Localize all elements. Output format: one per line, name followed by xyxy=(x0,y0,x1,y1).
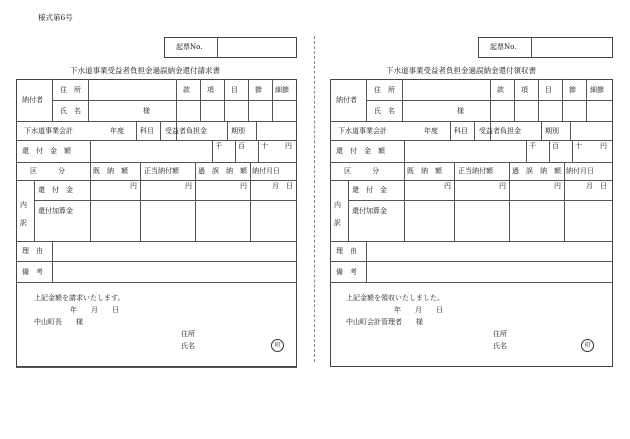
date-line: 年 月 日 xyxy=(394,306,443,314)
remarks-label: 備 考 xyxy=(336,268,357,276)
row-refund-proper-unit: 円 xyxy=(499,182,506,190)
row-refund-label: 還 付 金 xyxy=(38,186,73,194)
cut-line xyxy=(314,36,315,362)
header-category: 区 分 xyxy=(344,167,379,175)
header-proper: 正当納付額 xyxy=(144,167,179,175)
payer-honorific: 様 xyxy=(457,107,464,115)
row-refund-label: 還 付 金 xyxy=(352,186,387,194)
unit-yen: 円 xyxy=(600,142,607,150)
seal-mark: 印 xyxy=(581,339,594,352)
row-refund-date: 月 日 xyxy=(586,182,607,190)
budget-kan: 款 xyxy=(497,86,504,94)
budget-setsu: 節 xyxy=(255,86,262,94)
payer-name-label: 氏 名 xyxy=(374,107,395,115)
unit-thousand: 千 xyxy=(529,142,536,150)
sign-name: 氏名 xyxy=(493,342,507,350)
breakdown-side-label: 内 訳 xyxy=(20,201,27,227)
subject-label: 科目 xyxy=(140,127,154,135)
row-addition-label: 還付加算金 xyxy=(38,207,73,215)
reason-label: 理 由 xyxy=(336,247,357,255)
budget-saisetsu: 細節 xyxy=(275,86,289,94)
payer-honorific: 様 xyxy=(143,107,150,115)
sign-name: 氏名 xyxy=(181,342,195,350)
seal-mark: 印 xyxy=(271,339,284,352)
statement: 上記金額を請求いたします。 xyxy=(34,294,125,302)
addressee: 中山町長 様 xyxy=(34,318,83,326)
subject-label: 科目 xyxy=(454,127,468,135)
item-label: 受益者負担金 xyxy=(479,127,521,135)
unit-yen: 円 xyxy=(285,142,292,150)
row-addition-label: 還付加算金 xyxy=(352,207,387,215)
sign-address: 住所 xyxy=(493,330,507,338)
header-overpaid: 過 誤 納 額 xyxy=(198,167,247,175)
header-overpaid: 過 誤 納 額 xyxy=(512,167,561,175)
unit-thousand: 千 xyxy=(215,142,222,150)
row-refund-date: 月 日 xyxy=(272,182,293,190)
breakdown-side-label: 内 訳 xyxy=(334,201,341,227)
budget-kan: 款 xyxy=(183,86,190,94)
budget-kou: 項 xyxy=(207,86,214,94)
header-proper: 正当納付額 xyxy=(458,167,493,175)
form-title: 下水道事業受益者負担金過誤納金還付請求書 xyxy=(70,66,220,75)
payer-label: 納付者 xyxy=(22,96,43,104)
payer-label: 納付者 xyxy=(336,96,357,104)
unit-hundred: 百 xyxy=(552,142,559,150)
reason-label: 理 由 xyxy=(22,247,43,255)
budget-saisetsu: 細節 xyxy=(590,86,604,94)
budget-kou: 項 xyxy=(521,86,528,94)
refund-amount-label: 還 付 金 額 xyxy=(336,147,385,155)
row-refund-overpaid-unit: 円 xyxy=(554,182,561,190)
statement: 上記金額を領収いたしました。 xyxy=(346,294,444,302)
payer-name-label: 氏 名 xyxy=(60,107,81,115)
header-paydate: 納付月日 xyxy=(252,167,280,175)
unit-ten: 十 xyxy=(261,142,268,150)
sign-address: 住所 xyxy=(181,330,195,338)
remarks-label: 備 考 xyxy=(22,268,43,276)
header-paid: 既 納 額 xyxy=(93,167,128,175)
row-refund-paid-unit: 円 xyxy=(130,182,137,190)
form-title: 下水道事業受益者負担金過誤納金還付領収書 xyxy=(386,66,536,75)
row-refund-overpaid-unit: 円 xyxy=(240,182,247,190)
accounting-label: 下水道事業会計 xyxy=(338,127,387,135)
addressee: 中山町会計管理者 様 xyxy=(346,318,423,326)
payer-address-label: 住 所 xyxy=(60,86,81,94)
budget-setsu: 節 xyxy=(569,86,576,94)
header-paydate: 納付月日 xyxy=(566,167,594,175)
form-id: 様式第6号 xyxy=(38,13,73,22)
year-label: 年度 xyxy=(110,127,124,135)
year-label: 年度 xyxy=(424,127,438,135)
budget-moku: 目 xyxy=(545,86,552,94)
row-refund-paid-unit: 円 xyxy=(444,182,451,190)
row-refund-proper-unit: 円 xyxy=(185,182,192,190)
payer-address-label: 住 所 xyxy=(374,86,395,94)
accounting-label: 下水道事業会計 xyxy=(24,127,73,135)
unit-ten: 十 xyxy=(575,142,582,150)
header-paid: 既 納 額 xyxy=(407,167,442,175)
period-label: 期別 xyxy=(231,127,245,135)
item-label: 受益者負担金 xyxy=(165,127,207,135)
refund-amount-label: 還 付 金 額 xyxy=(22,147,71,155)
unit-hundred: 百 xyxy=(238,142,245,150)
budget-moku: 目 xyxy=(231,86,238,94)
voucher-label: 起票No. xyxy=(176,43,203,51)
voucher-label: 起票No. xyxy=(490,43,517,51)
header-category: 区 分 xyxy=(30,167,65,175)
period-label: 期別 xyxy=(545,127,559,135)
date-line: 年 月 日 xyxy=(70,306,119,314)
